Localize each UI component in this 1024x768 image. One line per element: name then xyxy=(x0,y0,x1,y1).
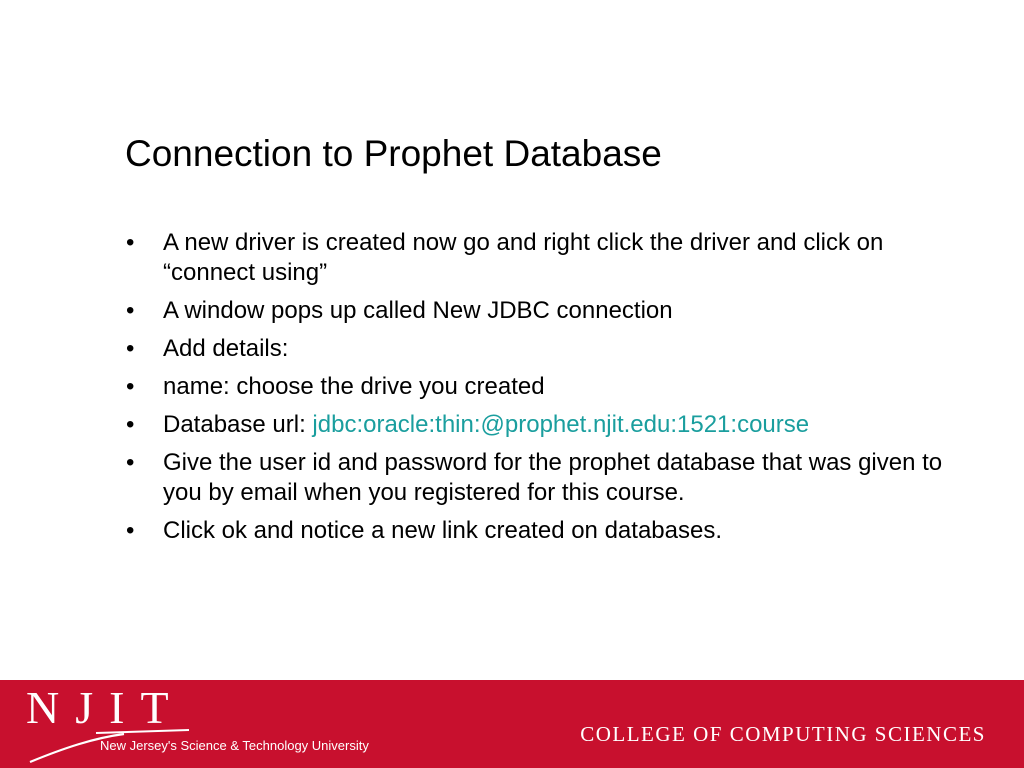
slide-title: Connection to Prophet Database xyxy=(125,133,662,174)
bullet-item xyxy=(122,334,962,364)
bullet-text: Database url: xyxy=(163,411,313,438)
database-url-link[interactable]: jdbc:oracle:thin:@prophet.njit.edu:1521:course xyxy=(312,411,810,438)
bullet-text: Add details: xyxy=(163,335,289,362)
bullet-item xyxy=(122,228,962,288)
bullet-item xyxy=(122,410,962,440)
njit-logo: NJIT xyxy=(26,682,185,733)
bullet-item xyxy=(122,372,962,402)
bullet-dot: • xyxy=(126,411,135,438)
bullet-text: Click ok and notice a new link created on databases. xyxy=(163,517,722,544)
bullet-item xyxy=(122,448,962,508)
bullet-item xyxy=(122,296,962,326)
bullet-list xyxy=(122,228,962,554)
bullet-text: A window pops up called New JDBC connection xyxy=(163,297,673,324)
bullet-dot: • xyxy=(126,229,135,256)
bullet-item xyxy=(122,516,962,546)
bullet-dot: • xyxy=(126,517,135,544)
bullet-dot: • xyxy=(126,297,135,324)
bullet-text: A new driver is created now go and right click the driver and click on “connect using” xyxy=(163,229,884,286)
bullet-text: Give the user id and password for the prophet database that was given to you by email when you registered for this course. xyxy=(163,449,943,506)
bullet-dot: • xyxy=(126,449,135,476)
bullet-dot: • xyxy=(126,335,135,362)
logo-tagline: New Jersey's Science & Technology University xyxy=(100,738,369,753)
bullet-dot: • xyxy=(126,373,135,400)
college-name: COLLEGE OF COMPUTING SCIENCES xyxy=(580,722,986,746)
bullet-text: name: choose the drive you created xyxy=(163,373,545,400)
